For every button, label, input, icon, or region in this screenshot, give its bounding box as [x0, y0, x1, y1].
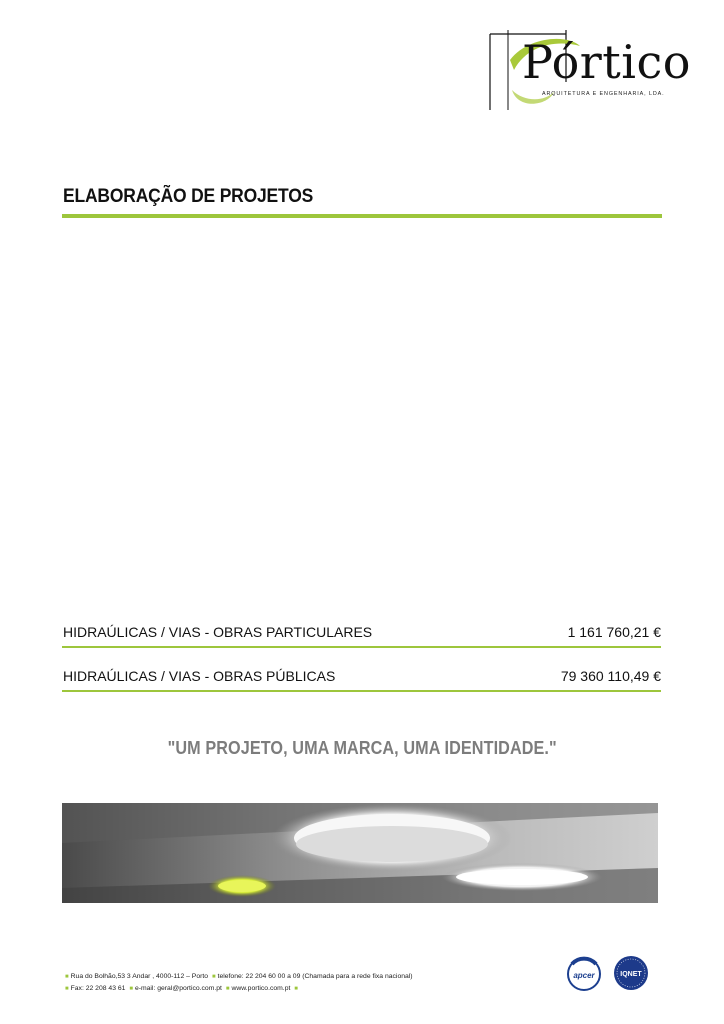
logo-wordmark: Pórtico	[522, 35, 691, 89]
footer-fax: Fax: 22 208 43 61	[70, 985, 126, 992]
footer-phone: telefone: 22 204 60 00 a 09 (Chamada para a rede fixa nacional)	[217, 973, 413, 980]
bullet-icon: ■	[129, 986, 133, 992]
ceiling-lights-photo	[62, 803, 658, 903]
apcer-certification-badge	[566, 956, 602, 992]
company-logo	[488, 30, 698, 112]
row-value: 79 360 110,49 €	[560, 668, 661, 684]
table-row	[63, 666, 661, 688]
bullet-icon: ■	[225, 986, 230, 992]
bullet-icon: ■	[294, 986, 298, 992]
slogan	[0, 738, 724, 759]
footer-line-1	[63, 971, 413, 983]
bullet-icon: ■	[211, 974, 216, 980]
footer-website[interactable]: www.portico.com.pt	[231, 985, 291, 992]
apcer-label: apcer	[573, 971, 595, 980]
row-label: HIDRAÚLICAS / VIAS - OBRAS PARTICULARES	[63, 624, 373, 640]
footer-email[interactable]: e-mail: geral@portico.com.pt	[134, 985, 222, 992]
logo-tagline: ARQUITETURA E ENGENHARIA, LDA.	[542, 91, 665, 97]
bullet-icon: ■	[65, 986, 69, 992]
row-value: 1 161 760,21 €	[567, 624, 661, 640]
iqnet-label: IQNET	[620, 971, 642, 978]
footer-address: Rua do Bolhão,53 3 Andar , 4000-112 – Porto	[70, 973, 209, 980]
row-divider	[62, 646, 661, 648]
footer-line-2	[63, 983, 413, 995]
iqnet-certification-badge	[613, 955, 649, 991]
slogan-text: "UM PROJETO, UMA MARCA, UMA IDENTIDADE."	[167, 738, 557, 758]
title-underline	[62, 214, 662, 218]
table-row	[63, 622, 661, 644]
footer-contact	[63, 971, 413, 995]
bullet-icon: ■	[65, 974, 69, 980]
page-title: ELABORAÇÃO DE PROJETOS	[63, 186, 314, 207]
row-label: HIDRAÚLICAS / VIAS - OBRAS PÚBLICAS	[63, 668, 336, 684]
row-divider	[62, 690, 661, 692]
